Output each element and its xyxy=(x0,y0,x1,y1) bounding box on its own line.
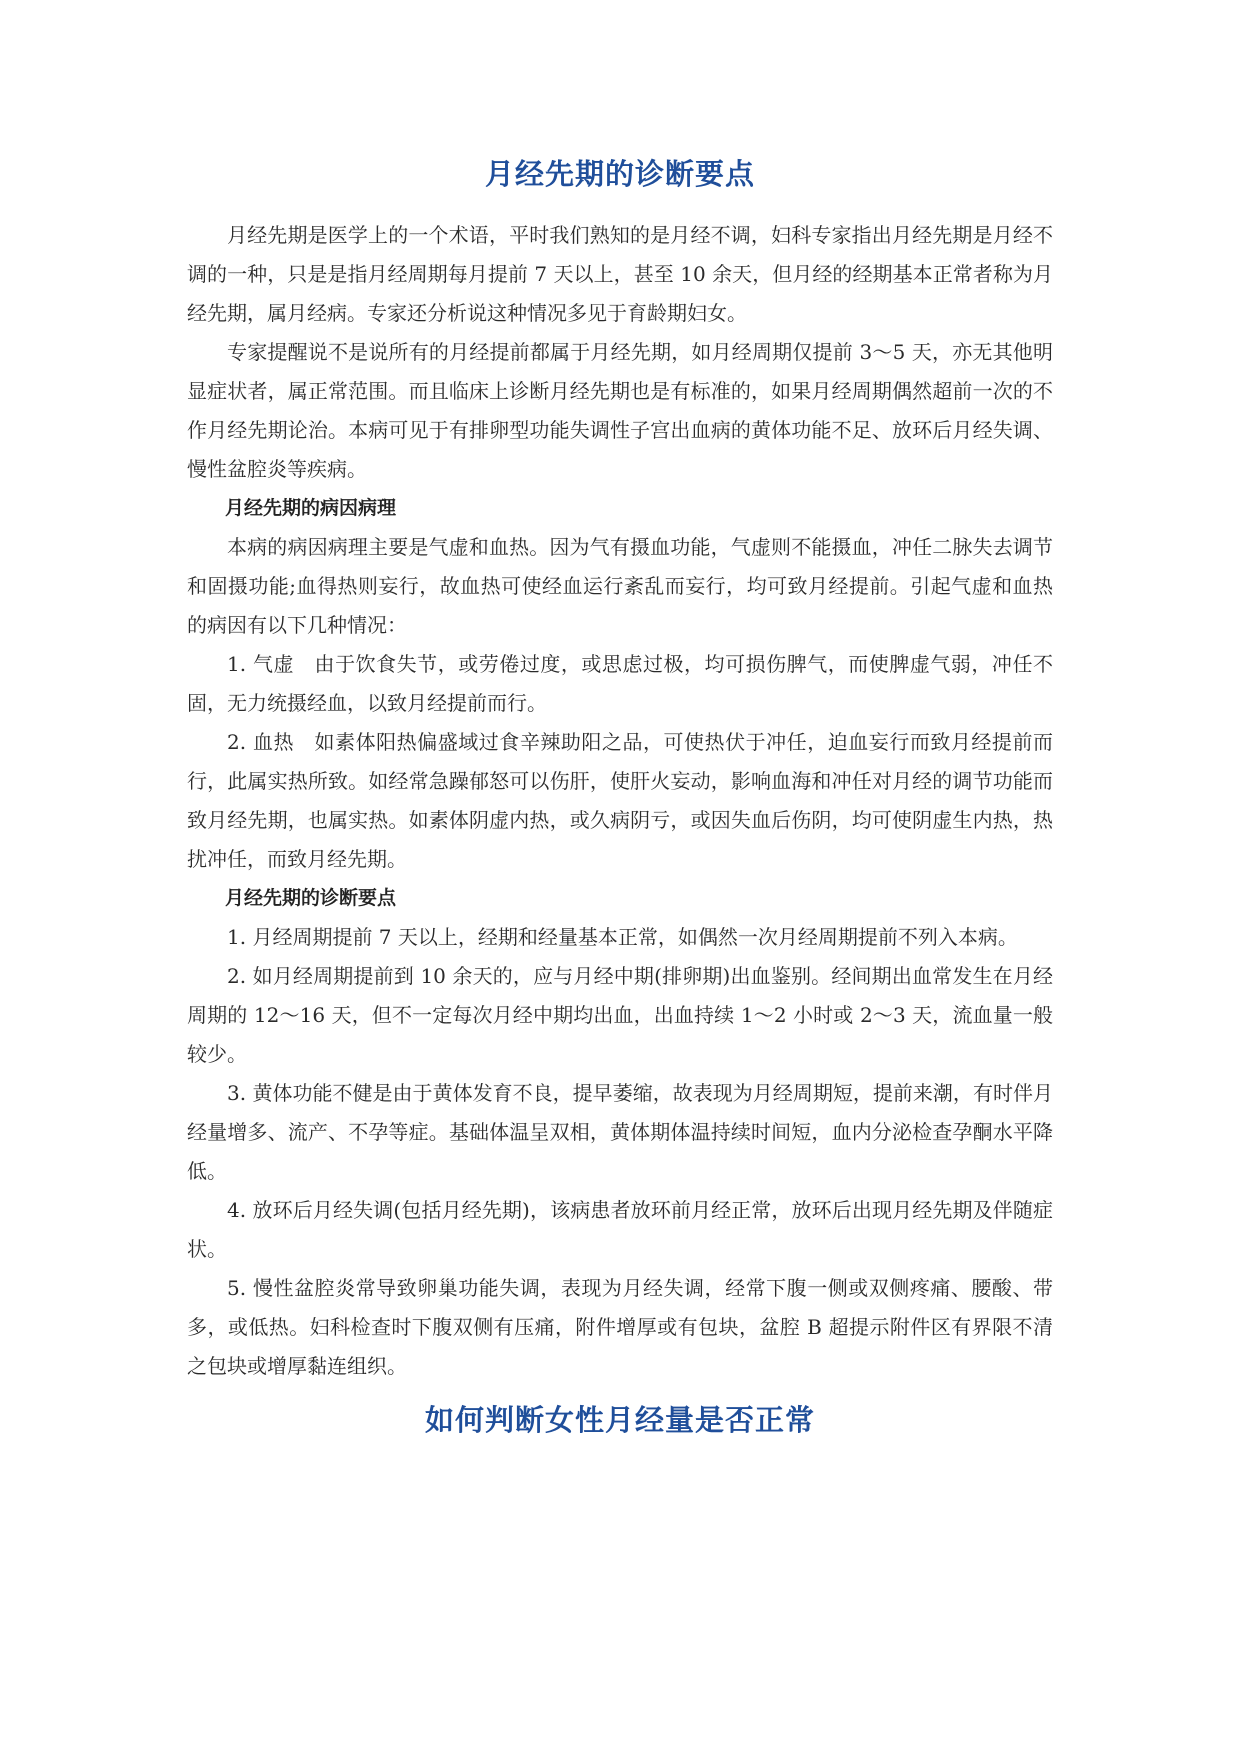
next-article-title: 如何判断女性月经量是否正常 xyxy=(424,1403,815,1437)
section-heading-etiology: 月经先期的病因病理 xyxy=(225,497,397,519)
diagnosis-item-2: 2. 如月经周期提前到 10 余天的，应与月经中期(排卵期)出血鉴别。经间期出血常发生在月经周期的 12～16 天，但不一定每次月经中期均出血，出血持续 1～2 小时或 2～3 天，流血量一般较少。 xyxy=(187,964,1053,1066)
etiology-item-blood-heat: 2. 血热 如素体阳热偏盛域过食辛辣助阳之品，可使热伏于冲任，迫血妄行而致月经提前而行，此属实热所致。如经常急躁郁怒可以伤肝，使肝火妄动，影响血海和冲任对月经的调节功能而致月经先期，也属实热。如素体阴虚内热，或久病阴亏，或因失血后伤阴，均可使阴虚生内热，热扰冲任，而致月经先期。 xyxy=(187,730,1053,871)
etiology-item-qi-deficiency: 1. 气虚 由于饮食失节，或劳倦过度，或思虑过极，均可损伤脾气，而使脾虚气弱，冲任不固，无力统摄经血，以致月经提前而行。 xyxy=(187,652,1053,715)
document-page xyxy=(187,152,1053,1462)
intro-paragraph-2: 专家提醒说不是说所有的月经提前都属于月经先期，如月经周期仅提前 3～5 天，亦无其他明显症状者，属正常范围。而且临床上诊断月经先期也是有标准的，如果月经周期偶然超前一次的不作月经先期论治。本病可见于有排卵型功能失调性子宫出血病的黄体功能不足、放环后月经失调、慢性盆腔炎等疾病。 xyxy=(187,340,1053,481)
page-title: 月经先期的诊断要点 xyxy=(484,157,755,191)
diagnosis-item-4: 4. 放环后月经失调(包括月经先期)，该病患者放环前月经正常，放环后出现月经先期及伴随症状。 xyxy=(187,1198,1053,1261)
diagnosis-item-3: 3. 黄体功能不健是由于黄体发育不良，提早萎缩，故表现为月经周期短，提前来潮，有时伴月经量增多、流产、不孕等症。基础体温呈双相，黄体期体温持续时间短，血内分泌检查孕酮水平降低。 xyxy=(187,1081,1053,1183)
diagnosis-item-1: 1. 月经周期提前 7 天以上，经期和经量基本正常，如偶然一次月经周期提前不列入本病。 xyxy=(227,925,1018,949)
etiology-paragraph: 本病的病因病理主要是气虚和血热。因为气有摄血功能，气虚则不能摄血，冲任二脉失去调节和固摄功能;血得热则妄行，故血热可使经血运行紊乱而妄行，均可致月经提前。引起气虚和血热的病因有以下几种情况： xyxy=(187,535,1053,637)
intro-paragraph-1: 月经先期是医学上的一个术语，平时我们熟知的是月经不调，妇科专家指出月经先期是月经不调的一种，只是是指月经周期每月提前 7 天以上，甚至 10 余天，但月经的经期基本正常者称为月经先期，属月经病。专家还分析说这种情况多见于育龄期妇女。 xyxy=(187,223,1053,325)
diagnosis-item-5: 5. 慢性盆腔炎常导致卵巢功能失调，表现为月经失调，经常下腹一侧或双侧疼痛、腰酸、带多，或低热。妇科检查时下腹双侧有压痛，附件增厚或有包块，盆腔 B 超提示附件区有界限不清之包块或增厚黏连组织。 xyxy=(187,1276,1053,1378)
section-heading-diagnosis: 月经先期的诊断要点 xyxy=(225,887,397,909)
